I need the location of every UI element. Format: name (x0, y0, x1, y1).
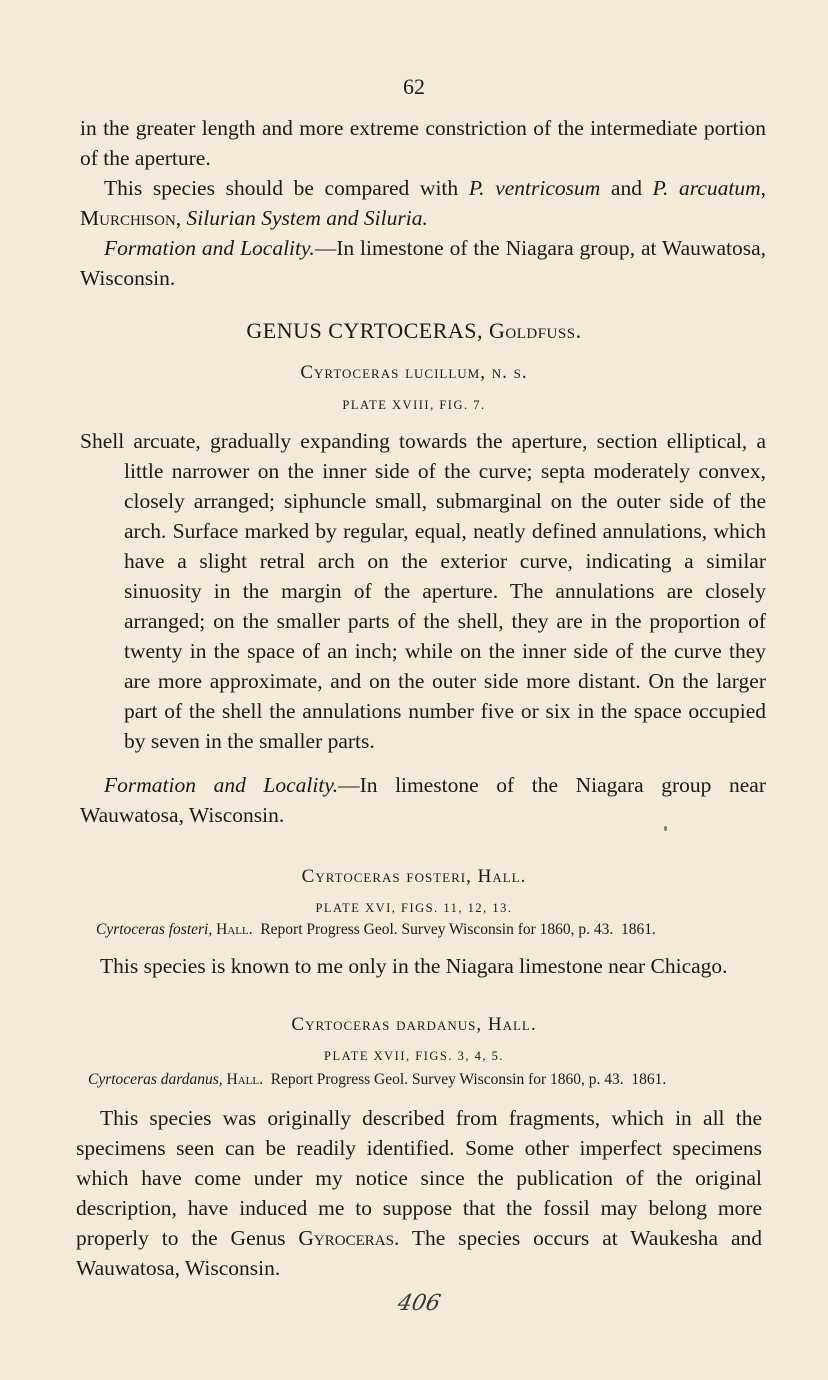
dardanus-section (76, 1103, 762, 1283)
formation-label: Formation and Locality. (104, 236, 315, 260)
dardanus-heading-author: Hall. (487, 1014, 537, 1035)
comparison-and: and (600, 176, 653, 200)
dardanus-citation (88, 1071, 748, 1089)
genus-author: Goldfuss. (489, 318, 582, 343)
lucillum-description: Shell arcuate, gradually expanding towards the aperture, section elliptical, a little narrower on the inner side of the curve; septa moderately convex, closely arranged; siphuncle small, submarginal on the outer side of the arch. Surface marked by regular, equal, neatly defined annulations, which have a slight retral arch on the exterior curve, indicating a similar sinuosity in the margin of the aperture. The annulations are closely arranged; on the smaller parts of the shell, they are in the proportion of twenty in the space of an inch; while on the inner side of the curve they are more approximate, and on the outer side more distant. On the larger part of the shell the annulations number five or six in the space occupied by seven in the smaller parts. (80, 429, 766, 753)
comparison-lead: This species should be compared with (104, 176, 469, 200)
species-ventricosum: P. ventricosum (468, 176, 601, 200)
fosteri-citation-author: Hall. (216, 921, 253, 938)
dardanus-text-after: . The species occurs at Waukesha and Wauwatosa, Wisconsin. (76, 1226, 762, 1280)
fosteri-citation-text: Report Progress Geol. Survey Wisconsin for 1860, p. 43. 1861. (252, 921, 656, 938)
comparison-comma: , (760, 176, 766, 200)
lucillum-plate-ref: PLATE XVIII, FIG. 7. (342, 398, 486, 412)
genus-heading (0, 318, 828, 344)
author-murchison: Murchison (80, 206, 176, 230)
lucillum-formation (80, 770, 766, 830)
intro-section (80, 113, 766, 293)
fosteri-heading (0, 866, 828, 888)
fosteri-plate-ref: PLATE XVI, FIGS. 11, 12, 13. (315, 901, 513, 915)
lucillum-formation-text: —In limestone of the Niagara group near Wauwatosa, Wisconsin. (80, 773, 766, 827)
species-arcuatum: P. arcuatum (652, 176, 761, 200)
comparison-paragraph (80, 173, 766, 233)
genus-gyroceras: Gyroceras (298, 1226, 394, 1250)
lucillum-section (80, 426, 766, 830)
fosteri-citation-taxon: Cyrtoceras fosteri, (96, 921, 217, 938)
page-number: 62 (403, 74, 425, 99)
fosteri-text: This species is known to me only in the Niagara limestone near Chicago. (100, 954, 728, 978)
genus-name: GENUS CYRTOCERAS, (246, 318, 489, 343)
handwritten-mark: 406 (395, 1291, 443, 1316)
dardanus-citation-taxon: Cyrtoceras dardanus, (88, 1071, 227, 1088)
dardanus-text-before: This species was originally described from fragments, which in all the specimens seen can be readily identified. Some other imperfect specimens which have come under my notice since the publication of the original description, have induced me to suppose that the fossil may belong more properly to the Genus (76, 1106, 762, 1250)
work-titles: Silurian System and Siluria. (186, 206, 428, 230)
lucillum-heading: Cyrtoceras lucillum, n. s. (300, 362, 528, 383)
lucillum-formation-label: Formation and Locality. (104, 773, 339, 797)
paper-speck (664, 826, 667, 831)
dardanus-plate-ref: PLATE XVII, FIGS. 3, 4, 5. (324, 1049, 504, 1063)
formation-paragraph (80, 233, 766, 293)
fosteri-heading-author: Hall. (477, 866, 527, 887)
dardanus-citation-author: Hall. (226, 1071, 263, 1088)
fosteri-heading-name: Cyrtoceras fosteri, (301, 866, 478, 887)
fosteri-citation (96, 921, 756, 939)
intro-paragraph: in the greater length and more extreme constriction of the intermediate portion of the aperture. (80, 116, 766, 170)
comparison-separator: , (175, 206, 187, 230)
dardanus-heading (0, 1014, 828, 1036)
dardanus-paragraph (76, 1103, 762, 1283)
dardanus-heading-name: Cyrtoceras dardanus, (291, 1014, 488, 1035)
dardanus-citation-text: Report Progress Geol. Survey Wisconsin for 1860, p. 43. 1861. (262, 1071, 667, 1088)
formation-text: —In limestone of the Niagara group, at Wauwatosa, Wisconsin. (80, 236, 766, 290)
